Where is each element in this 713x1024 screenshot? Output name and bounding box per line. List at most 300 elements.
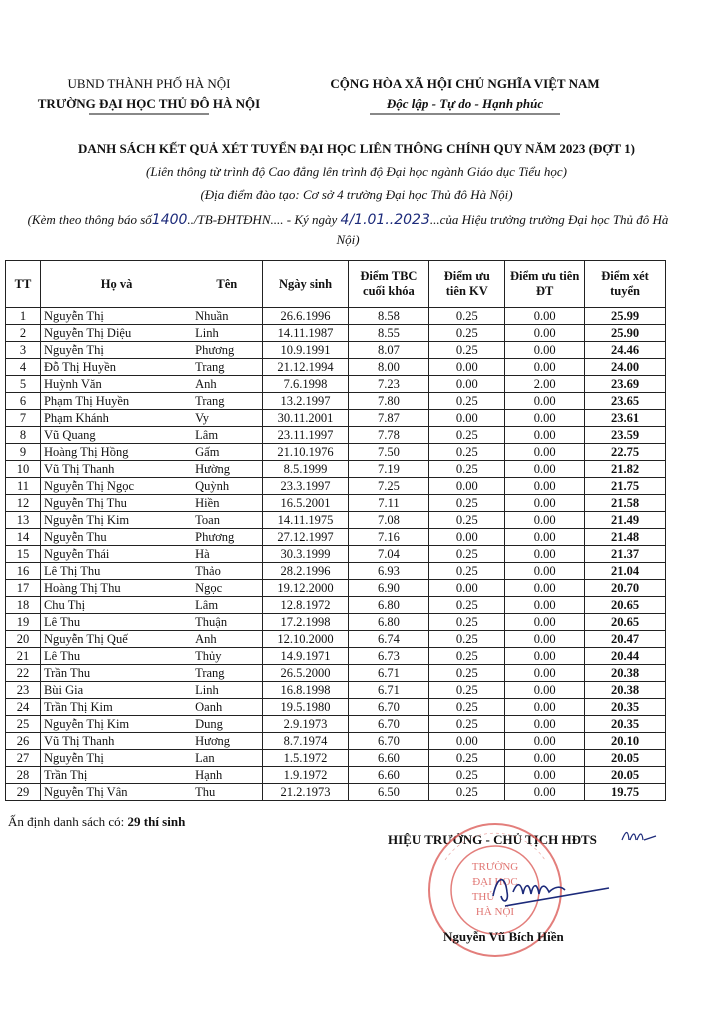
cell-ho-va: Nguyễn Thị: [40, 308, 192, 325]
cell-diem-tbc: 7.23: [349, 376, 429, 393]
org-line-2: TRƯỜNG ĐẠI HỌC THỦ ĐÔ HÀ NỘI: [37, 96, 261, 111]
cell-diem-tbc: 7.78: [349, 427, 429, 444]
cell-diem-xet-tuyen: 19.75: [585, 784, 666, 801]
cell-ngay-sinh: 1.5.1972: [262, 750, 349, 767]
cell-ho-va: Lê Thị Thu: [40, 563, 192, 580]
cell-uu-tien-kv: 0.00: [429, 733, 505, 750]
cell-uu-tien-dt: 0.00: [505, 563, 585, 580]
cell-ten: Gấm: [192, 444, 262, 461]
cell-diem-tbc: 6.70: [349, 716, 429, 733]
cell-uu-tien-kv: 0.25: [429, 393, 505, 410]
cell-diem-tbc: 6.93: [349, 563, 429, 580]
cell-uu-tien-kv: 0.25: [429, 444, 505, 461]
cell-uu-tien-dt: 0.00: [505, 359, 585, 376]
cell-diem-xet-tuyen: 20.38: [585, 682, 666, 699]
cell-diem-xet-tuyen: 21.04: [585, 563, 666, 580]
cell-diem-xet-tuyen: 21.58: [585, 495, 666, 512]
cell-diem-xet-tuyen: 23.65: [585, 393, 666, 410]
table-row: [6, 529, 666, 546]
cell-ten: Trang: [192, 359, 262, 376]
cell-tt: 13: [6, 512, 41, 529]
reference-date-handwritten: 4/1.01..2023: [340, 212, 430, 228]
table-row: [6, 359, 666, 376]
cell-ho-va: Lê Thu: [40, 614, 192, 631]
table-row: [6, 716, 666, 733]
cell-ten: Phương: [192, 529, 262, 546]
table-row: [6, 393, 666, 410]
cell-tt: 20: [6, 631, 41, 648]
signer-name: Nguyễn Vũ Bích Hiền: [443, 929, 564, 944]
cell-diem-tbc: 6.80: [349, 614, 429, 631]
table-row: [6, 410, 666, 427]
cell-tt: 25: [6, 716, 41, 733]
table-row: [6, 478, 666, 495]
cell-diem-xet-tuyen: 23.59: [585, 427, 666, 444]
handwritten-signature: [485, 866, 615, 916]
cell-uu-tien-dt: 0.00: [505, 529, 585, 546]
svg-text:HÀ NỘI: HÀ NỘI: [475, 906, 515, 918]
cell-uu-tien-kv: 0.25: [429, 631, 505, 648]
cell-ngay-sinh: 14.11.1987: [262, 325, 349, 342]
cell-ngay-sinh: 21.12.1994: [262, 359, 349, 376]
table-row: [6, 648, 666, 665]
cell-diem-tbc: 7.87: [349, 410, 429, 427]
cell-tt: 7: [6, 410, 41, 427]
org-underline: [89, 113, 209, 116]
cell-diem-tbc: 6.73: [349, 648, 429, 665]
cell-ngay-sinh: 19.12.2000: [262, 580, 349, 597]
nation-underline: [370, 113, 560, 116]
cell-ho-va: Nguyễn Thị Thu: [40, 495, 192, 512]
cell-ten: Hương: [192, 733, 262, 750]
cell-uu-tien-dt: 0.00: [505, 444, 585, 461]
cell-diem-tbc: 8.07: [349, 342, 429, 359]
cell-tt: 23: [6, 682, 41, 699]
table-row: [6, 784, 666, 801]
cell-ho-va: Vũ Thị Thanh: [40, 461, 192, 478]
cell-ho-va: Phạm Thị Huyền: [40, 393, 192, 410]
cell-ngay-sinh: 13.2.1997: [262, 393, 349, 410]
table-row: [6, 495, 666, 512]
cell-uu-tien-dt: 0.00: [505, 546, 585, 563]
cell-uu-tien-dt: 0.00: [505, 648, 585, 665]
document-title: DANH SÁCH KẾT QUẢ XÉT TUYỂN ĐẠI HỌC LIÊN THÔNG CHÍNH QUY NĂM 2023 (ĐỢT 1): [77, 141, 636, 156]
cell-ten: Trang: [192, 393, 262, 410]
cell-ho-va: Nguyễn Thị Kim: [40, 512, 192, 529]
table-row: [6, 427, 666, 444]
cell-tt: 6: [6, 393, 41, 410]
cell-diem-xet-tuyen: 20.05: [585, 767, 666, 784]
cell-ten: Hà: [192, 546, 262, 563]
cell-ho-va: Trần Thu: [40, 665, 192, 682]
cell-ten: Vy: [192, 410, 262, 427]
cell-uu-tien-kv: 0.00: [429, 359, 505, 376]
cell-ngay-sinh: 30.11.2001: [262, 410, 349, 427]
cell-uu-tien-kv: 0.25: [429, 614, 505, 631]
cell-tt: 26: [6, 733, 41, 750]
svg-text:ĐẠI HỌC: ĐẠI HỌC: [472, 876, 518, 888]
cell-uu-tien-dt: 0.00: [505, 750, 585, 767]
cell-tt: 2: [6, 325, 41, 342]
table-row: [6, 614, 666, 631]
svg-text:THỦ: THỦ: [471, 891, 495, 903]
cell-tt: 17: [6, 580, 41, 597]
cell-tt: 1: [6, 308, 41, 325]
cell-uu-tien-dt: 0.00: [505, 631, 585, 648]
cell-diem-tbc: 7.16: [349, 529, 429, 546]
cell-diem-tbc: 8.55: [349, 325, 429, 342]
reference-number-handwritten: 1400: [151, 212, 188, 228]
cell-ngay-sinh: 30.3.1999: [262, 546, 349, 563]
cell-ho-va: Vũ Quang: [40, 427, 192, 444]
cell-tt: 9: [6, 444, 41, 461]
cell-diem-tbc: 7.80: [349, 393, 429, 410]
table-row: [6, 325, 666, 342]
col-header-ngay-sinh: Ngày sinh: [262, 261, 349, 308]
cell-ngay-sinh: 26.5.2000: [262, 665, 349, 682]
cell-uu-tien-dt: 0.00: [505, 461, 585, 478]
cell-uu-tien-kv: 0.00: [429, 580, 505, 597]
cell-ten: Anh: [192, 376, 262, 393]
cell-diem-tbc: 6.70: [349, 733, 429, 750]
cell-diem-xet-tuyen: 21.82: [585, 461, 666, 478]
summary-line: [8, 814, 185, 830]
cell-tt: 14: [6, 529, 41, 546]
cell-ho-va: Nguyễn Thị Vân: [40, 784, 192, 801]
cell-diem-xet-tuyen: 20.65: [585, 614, 666, 631]
cell-diem-xet-tuyen: 20.70: [585, 580, 666, 597]
cell-diem-tbc: 6.74: [349, 631, 429, 648]
cell-uu-tien-kv: 0.25: [429, 546, 505, 563]
cell-ten: Thủy: [192, 648, 262, 665]
cell-diem-tbc: 6.90: [349, 580, 429, 597]
cell-uu-tien-dt: 0.00: [505, 495, 585, 512]
cell-ngay-sinh: 14.9.1971: [262, 648, 349, 665]
table-row: [6, 750, 666, 767]
cell-uu-tien-kv: 0.25: [429, 699, 505, 716]
cell-ngay-sinh: 26.6.1996: [262, 308, 349, 325]
cell-ngay-sinh: 21.2.1973: [262, 784, 349, 801]
table-row: [6, 512, 666, 529]
cell-uu-tien-dt: 2.00: [505, 376, 585, 393]
cell-uu-tien-kv: 0.25: [429, 342, 505, 359]
cell-diem-xet-tuyen: 25.90: [585, 325, 666, 342]
reference-part-2: ../TB-ĐHTĐHN.... - Ký ngày: [187, 212, 338, 227]
initials-mark: [620, 826, 660, 846]
cell-uu-tien-kv: 0.25: [429, 665, 505, 682]
table-row: [6, 461, 666, 478]
cell-ten: Dung: [192, 716, 262, 733]
cell-ten: Lâm: [192, 597, 262, 614]
cell-ho-va: Nguyễn Thị: [40, 750, 192, 767]
cell-tt: 11: [6, 478, 41, 495]
cell-uu-tien-dt: 0.00: [505, 665, 585, 682]
col-header-diem-tbc: Điểm TBC cuối khóa: [349, 261, 429, 308]
cell-diem-xet-tuyen: 20.05: [585, 750, 666, 767]
table-row: [6, 699, 666, 716]
cell-diem-xet-tuyen: 20.35: [585, 699, 666, 716]
cell-uu-tien-kv: 0.00: [429, 376, 505, 393]
cell-ten: Thu: [192, 784, 262, 801]
cell-tt: 28: [6, 767, 41, 784]
subtitle-reference: [18, 210, 678, 249]
cell-diem-xet-tuyen: 20.65: [585, 597, 666, 614]
cell-tt: 21: [6, 648, 41, 665]
cell-ho-va: Hoàng Thị Thu: [40, 580, 192, 597]
table-row: [6, 563, 666, 580]
header-right: [310, 76, 620, 116]
cell-ngay-sinh: 10.9.1991: [262, 342, 349, 359]
cell-uu-tien-kv: 0.25: [429, 648, 505, 665]
cell-ten: Phương: [192, 342, 262, 359]
cell-uu-tien-kv: 0.25: [429, 750, 505, 767]
cell-uu-tien-dt: 0.00: [505, 784, 585, 801]
cell-uu-tien-dt: 0.00: [505, 767, 585, 784]
cell-tt: 15: [6, 546, 41, 563]
cell-uu-tien-dt: 0.00: [505, 410, 585, 427]
cell-diem-xet-tuyen: 24.46: [585, 342, 666, 359]
cell-uu-tien-kv: 0.00: [429, 478, 505, 495]
cell-diem-tbc: 6.70: [349, 699, 429, 716]
cell-tt: 22: [6, 665, 41, 682]
cell-ho-va: Nguyễn Thu: [40, 529, 192, 546]
col-header-tt: TT: [6, 261, 41, 308]
cell-ngay-sinh: 23.11.1997: [262, 427, 349, 444]
cell-diem-tbc: 7.19: [349, 461, 429, 478]
cell-ngay-sinh: 16.8.1998: [262, 682, 349, 699]
cell-uu-tien-kv: 0.25: [429, 461, 505, 478]
cell-ngay-sinh: 27.12.1997: [262, 529, 349, 546]
cell-ho-va: Nguyễn Thị Kim: [40, 716, 192, 733]
cell-ngay-sinh: 19.5.1980: [262, 699, 349, 716]
cell-ho-va: Nguyễn Thị Ngọc: [40, 478, 192, 495]
cell-diem-xet-tuyen: 20.10: [585, 733, 666, 750]
table-row: [6, 597, 666, 614]
svg-text:TRƯỜNG: TRƯỜNG: [471, 861, 519, 873]
cell-diem-tbc: 7.08: [349, 512, 429, 529]
cell-ngay-sinh: 17.2.1998: [262, 614, 349, 631]
cell-uu-tien-dt: 0.00: [505, 393, 585, 410]
summary-count: 29 thí sinh: [127, 814, 186, 829]
cell-ho-va: Nguyễn Thái: [40, 546, 192, 563]
table-row: [6, 767, 666, 784]
cell-ho-va: Nguyễn Thị: [40, 342, 192, 359]
cell-uu-tien-dt: 0.00: [505, 512, 585, 529]
cell-ngay-sinh: 21.10.1976: [262, 444, 349, 461]
col-header-diem-xet-tuyen: Điểm xét tuyển: [585, 261, 666, 308]
table-row: [6, 580, 666, 597]
cell-ngay-sinh: 12.8.1972: [262, 597, 349, 614]
cell-uu-tien-dt: 0.00: [505, 614, 585, 631]
cell-uu-tien-kv: 0.25: [429, 563, 505, 580]
cell-tt: 24: [6, 699, 41, 716]
cell-diem-tbc: 7.50: [349, 444, 429, 461]
cell-diem-tbc: 6.71: [349, 665, 429, 682]
summary-label: Ấn định danh sách có:: [8, 814, 125, 829]
col-header-uu-tien-dt: Điểm ưu tiên ĐT: [505, 261, 585, 308]
cell-ten: Linh: [192, 325, 262, 342]
cell-ten: Thảo: [192, 563, 262, 580]
col-header-ho-va: Họ và: [40, 261, 192, 308]
cell-ten: Oanh: [192, 699, 262, 716]
table-header-row: [6, 261, 666, 308]
col-header-uu-tien-kv: Điểm ưu tiên KV: [429, 261, 505, 308]
cell-tt: 29: [6, 784, 41, 801]
cell-diem-xet-tuyen: 20.47: [585, 631, 666, 648]
cell-diem-xet-tuyen: 21.48: [585, 529, 666, 546]
cell-ngay-sinh: 8.7.1974: [262, 733, 349, 750]
cell-ho-va: Nguyễn Thị Quế: [40, 631, 192, 648]
cell-diem-xet-tuyen: 20.35: [585, 716, 666, 733]
cell-tt: 27: [6, 750, 41, 767]
cell-uu-tien-kv: 0.00: [429, 410, 505, 427]
cell-uu-tien-dt: 0.00: [505, 325, 585, 342]
cell-diem-tbc: 6.60: [349, 767, 429, 784]
cell-tt: 18: [6, 597, 41, 614]
cell-ho-va: Hoàng Thị Hồng: [40, 444, 192, 461]
cell-ten: Lan: [192, 750, 262, 767]
table-row: [6, 376, 666, 393]
cell-diem-xet-tuyen: 20.44: [585, 648, 666, 665]
signer-title: HIỆU TRƯỞNG - CHỦ TỊCH HĐTS: [388, 832, 597, 847]
cell-diem-xet-tuyen: 20.38: [585, 665, 666, 682]
cell-ten: Anh: [192, 631, 262, 648]
cell-diem-tbc: 7.04: [349, 546, 429, 563]
cell-uu-tien-kv: 0.25: [429, 784, 505, 801]
cell-ho-va: Bùi Gia: [40, 682, 192, 699]
cell-diem-xet-tuyen: 24.00: [585, 359, 666, 376]
results-table: [5, 260, 666, 801]
cell-ten: Hiền: [192, 495, 262, 512]
cell-diem-xet-tuyen: 21.49: [585, 512, 666, 529]
cell-uu-tien-kv: 0.25: [429, 767, 505, 784]
cell-ten: Hạnh: [192, 767, 262, 784]
cell-uu-tien-kv: 0.25: [429, 512, 505, 529]
cell-diem-tbc: 6.60: [349, 750, 429, 767]
cell-ho-va: Lê Thu: [40, 648, 192, 665]
cell-uu-tien-dt: 0.00: [505, 682, 585, 699]
cell-ho-va: Đỗ Thị Huyền: [40, 359, 192, 376]
subtitle-location: (Địa điểm đào tạo: Cơ sở 4 trường Đại học Thủ đô Hà Nội): [200, 187, 513, 202]
cell-ngay-sinh: 1.9.1972: [262, 767, 349, 784]
cell-diem-tbc: 8.00: [349, 359, 429, 376]
cell-tt: 8: [6, 427, 41, 444]
cell-uu-tien-dt: 0.00: [505, 699, 585, 716]
cell-ten: Ngọc: [192, 580, 262, 597]
cell-diem-tbc: 6.71: [349, 682, 429, 699]
cell-uu-tien-dt: 0.00: [505, 478, 585, 495]
org-line-1: UBND THÀNH PHỐ HÀ NỘI: [67, 76, 231, 91]
table-row: [6, 682, 666, 699]
table-row: [6, 546, 666, 563]
cell-ngay-sinh: 28.2.1996: [262, 563, 349, 580]
cell-uu-tien-kv: 0.25: [429, 716, 505, 733]
cell-uu-tien-kv: 0.25: [429, 682, 505, 699]
cell-ten: Toan: [192, 512, 262, 529]
cell-tt: 5: [6, 376, 41, 393]
cell-tt: 19: [6, 614, 41, 631]
cell-ngay-sinh: 7.6.1998: [262, 376, 349, 393]
cell-ngay-sinh: 8.5.1999: [262, 461, 349, 478]
cell-ten: Lâm: [192, 427, 262, 444]
cell-uu-tien-dt: 0.00: [505, 308, 585, 325]
cell-ngay-sinh: 16.5.2001: [262, 495, 349, 512]
cell-ho-va: Trần Thị Kim: [40, 699, 192, 716]
cell-uu-tien-kv: 0.25: [429, 427, 505, 444]
cell-uu-tien-dt: 0.00: [505, 597, 585, 614]
cell-ten: Thuận: [192, 614, 262, 631]
table-row: [6, 342, 666, 359]
subtitle-program: (Liên thông từ trình độ Cao đẳng lên trình độ Đại học ngành Giáo dục Tiểu học): [146, 164, 567, 179]
cell-diem-xet-tuyen: 23.69: [585, 376, 666, 393]
cell-uu-tien-kv: 0.00: [429, 529, 505, 546]
cell-diem-xet-tuyen: 21.75: [585, 478, 666, 495]
cell-diem-tbc: 8.58: [349, 308, 429, 325]
cell-tt: 4: [6, 359, 41, 376]
cell-tt: 12: [6, 495, 41, 512]
reference-part-3: ...của Hiệu trưởng trường Đại học Thủ đô Hà Nội): [336, 212, 669, 247]
cell-diem-tbc: 6.50: [349, 784, 429, 801]
cell-ho-va: Huỳnh Văn: [40, 376, 192, 393]
cell-ho-va: Trần Thị: [40, 767, 192, 784]
cell-diem-tbc: 7.11: [349, 495, 429, 512]
cell-tt: 16: [6, 563, 41, 580]
cell-diem-xet-tuyen: 22.75: [585, 444, 666, 461]
cell-ten: Linh: [192, 682, 262, 699]
cell-diem-tbc: 7.25: [349, 478, 429, 495]
cell-uu-tien-dt: 0.00: [505, 733, 585, 750]
cell-diem-xet-tuyen: 25.99: [585, 308, 666, 325]
cell-ho-va: Nguyễn Thị Diệu: [40, 325, 192, 342]
cell-ho-va: Vũ Thị Thanh: [40, 733, 192, 750]
table-row: [6, 308, 666, 325]
cell-uu-tien-kv: 0.25: [429, 308, 505, 325]
cell-ho-va: Phạm Khánh: [40, 410, 192, 427]
cell-tt: 10: [6, 461, 41, 478]
nation-line-1: CỘNG HÒA XÃ HỘI CHỦ NGHĨA VIỆT NAM: [330, 76, 600, 91]
cell-uu-tien-dt: 0.00: [505, 342, 585, 359]
cell-uu-tien-kv: 0.25: [429, 495, 505, 512]
cell-ten: Quỳnh: [192, 478, 262, 495]
cell-ho-va: Chu Thị: [40, 597, 192, 614]
cell-ten: Nhuần: [192, 308, 262, 325]
cell-uu-tien-dt: 0.00: [505, 427, 585, 444]
nation-line-2: Độc lập - Tự do - Hạnh phúc: [386, 96, 544, 111]
header-left: [24, 76, 274, 116]
cell-uu-tien-dt: 0.00: [505, 716, 585, 733]
table-row: [6, 444, 666, 461]
cell-diem-tbc: 6.80: [349, 597, 429, 614]
table-row: [6, 631, 666, 648]
cell-ngay-sinh: 2.9.1973: [262, 716, 349, 733]
cell-tt: 3: [6, 342, 41, 359]
col-header-ten: Tên: [192, 261, 262, 308]
reference-part-1: (Kèm theo thông báo số: [27, 212, 152, 227]
table-body: [6, 308, 666, 801]
cell-ngay-sinh: 23.3.1997: [262, 478, 349, 495]
cell-uu-tien-dt: 0.00: [505, 580, 585, 597]
cell-diem-xet-tuyen: 21.37: [585, 546, 666, 563]
cell-ten: Hường: [192, 461, 262, 478]
cell-ten: Trang: [192, 665, 262, 682]
table-row: [6, 665, 666, 682]
table-row: [6, 733, 666, 750]
cell-uu-tien-kv: 0.25: [429, 325, 505, 342]
cell-ngay-sinh: 14.11.1975: [262, 512, 349, 529]
cell-ngay-sinh: 12.10.2000: [262, 631, 349, 648]
cell-diem-xet-tuyen: 23.61: [585, 410, 666, 427]
cell-uu-tien-kv: 0.25: [429, 597, 505, 614]
